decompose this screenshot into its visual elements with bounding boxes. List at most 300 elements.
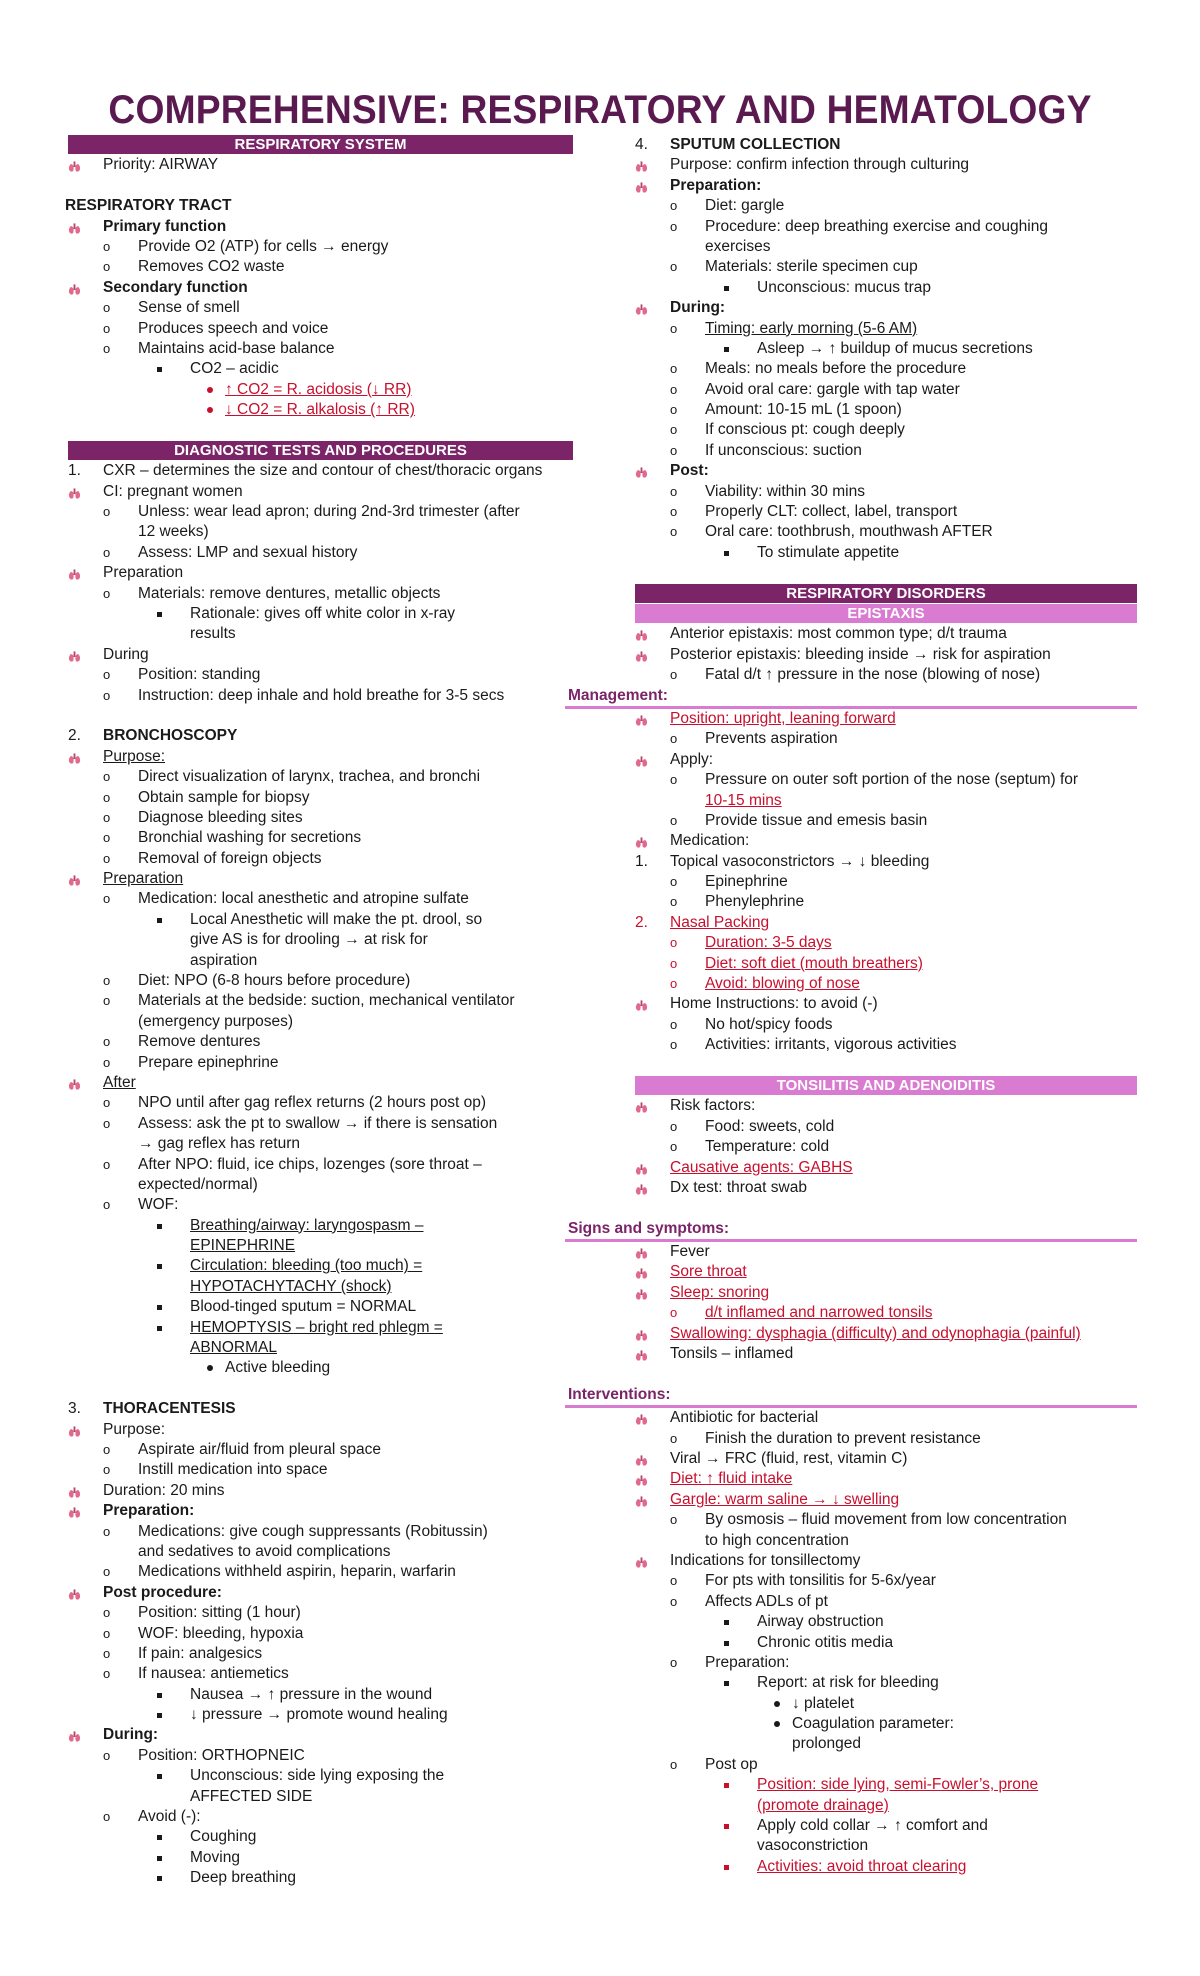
list-item <box>68 1725 573 1745</box>
list-number: 4. <box>635 136 648 153</box>
section-header: RESPIRATORY SYSTEM <box>68 135 573 154</box>
list-item-text: NPO until after gag reflex returns (2 hours post op) <box>138 1094 487 1112</box>
list-item <box>635 1283 1137 1303</box>
list-item <box>68 359 573 379</box>
lungs-icon <box>68 1729 81 1741</box>
list-item <box>635 380 1137 400</box>
list-item <box>635 729 1137 749</box>
circle-bullet-icon: o <box>670 667 678 683</box>
list-item-text: Aspirate air/fluid from pleural space <box>138 1441 381 1458</box>
square-bullet-icon <box>157 1835 162 1840</box>
list-item <box>68 849 573 869</box>
list-item <box>68 889 573 909</box>
list-item-text: During <box>103 645 149 663</box>
list-item-text: Moving <box>190 1848 240 1866</box>
list-item <box>635 770 1137 790</box>
lungs-icon <box>635 649 648 661</box>
square-bullet-icon <box>724 1641 729 1646</box>
list-item <box>635 709 1137 729</box>
list-item-text: Report: at risk for bleeding <box>757 1674 939 1692</box>
list-item <box>635 217 1137 237</box>
list-item-text: Medication: local anesthetic and atropine sulfate <box>138 890 469 908</box>
circle-bullet-icon: o <box>103 809 111 825</box>
list-item-text: Purpose: confirm infection through culturing <box>670 156 969 174</box>
list-item-text: Post op <box>705 1755 758 1773</box>
circle-bullet-icon: o <box>670 1573 678 1589</box>
list-item <box>68 1440 573 1460</box>
list-item <box>635 461 1137 481</box>
list-item-text: THORACENTESIS <box>103 1400 236 1418</box>
list-item <box>635 298 1137 318</box>
list-item-text: Diet: NPO (6-8 hours before procedure) <box>138 972 411 990</box>
list-item-text: Obtain sample for biopsy <box>138 788 310 806</box>
list-item-text: HYPOTACHYTACHY (shock) <box>190 1277 392 1295</box>
list-item-text: Posterior epistaxis: bleeding inside → risk for aspiration <box>670 645 1051 663</box>
lungs-icon <box>68 1485 81 1497</box>
list-item <box>68 1175 573 1195</box>
spacer <box>68 420 573 440</box>
square-bullet-icon <box>724 1681 729 1686</box>
list-item-text: expected/normal) <box>138 1175 258 1193</box>
list-item-text: Circulation: bleeding (too much) = <box>190 1257 423 1275</box>
lungs-icon <box>68 567 81 579</box>
list-item <box>635 319 1137 339</box>
list-item-text: CI: pregnant women <box>103 482 243 500</box>
list-item <box>635 482 1137 502</box>
list-item-text: Antibiotic for bacterial <box>670 1409 819 1427</box>
lungs-icon <box>68 873 81 885</box>
list-item <box>635 1096 1137 1116</box>
list-item-text: Topical vasoconstrictors → ↓ bleeding <box>670 852 930 870</box>
list-item <box>635 1755 1137 1775</box>
circle-bullet-icon: o <box>670 259 678 275</box>
list-item <box>635 135 1137 155</box>
lungs-icon <box>68 221 81 233</box>
list-item <box>68 930 573 950</box>
circle-bullet-icon: o <box>670 731 678 747</box>
list-item <box>68 1236 573 1256</box>
circle-bullet-icon: o <box>670 976 678 992</box>
list-item-text: SPUTUM COLLECTION <box>670 136 841 153</box>
list-item <box>68 400 573 420</box>
square-bullet-icon <box>724 1620 729 1625</box>
list-item <box>68 1705 573 1725</box>
circle-bullet-icon: o <box>103 850 111 866</box>
circle-bullet-icon: o <box>670 1430 678 1446</box>
list-item-text: Sleep: snoring <box>670 1283 770 1301</box>
circle-bullet-icon: o <box>103 1156 111 1172</box>
list-item-text: Amount: 10-15 mL (1 spoon) <box>705 401 902 419</box>
list-item-text: WOF: bleeding, hypoxia <box>138 1624 304 1642</box>
square-bullet-icon <box>157 612 162 617</box>
list-item <box>635 1429 1137 1449</box>
circle-bullet-icon: o <box>103 973 111 989</box>
circle-bullet-icon: o <box>670 1305 678 1321</box>
lungs-icon <box>635 302 648 314</box>
circle-bullet-icon: o <box>103 993 111 1009</box>
list-item-text: Avoid oral care: gargle with tap water <box>705 380 960 398</box>
list-item <box>68 767 573 787</box>
list-item-text: Nausea → ↑ pressure in the wound <box>190 1685 433 1703</box>
list-item <box>68 1277 573 1297</box>
list-item-text: Fever <box>670 1243 710 1261</box>
list-item <box>68 461 573 481</box>
circle-bullet-icon: o <box>103 1054 111 1070</box>
list-number: 1. <box>68 462 81 480</box>
list-item-text: ↓ platelet <box>792 1694 855 1712</box>
list-item <box>68 1481 573 1501</box>
list-item <box>68 563 573 583</box>
list-item <box>68 339 573 359</box>
lungs-icon <box>635 713 648 725</box>
list-item-text: Assess: ask the pt to swallow → if there is sensation <box>138 1114 498 1132</box>
list-item <box>68 380 573 400</box>
list-item <box>68 1256 573 1276</box>
list-item <box>68 1195 573 1215</box>
list-item <box>635 237 1137 257</box>
circle-bullet-icon: o <box>103 830 111 846</box>
circle-bullet-icon: o <box>670 1139 678 1155</box>
lungs-icon <box>635 1412 648 1424</box>
circle-bullet-icon: o <box>670 422 678 438</box>
lungs-icon <box>635 180 648 192</box>
list-item-text: Blood-tinged sputum = NORMAL <box>190 1298 417 1316</box>
list-item-text: For pts with tonsilitis for 5-6x/year <box>705 1572 936 1590</box>
lungs-icon <box>635 1162 648 1174</box>
circle-bullet-icon: o <box>670 483 678 499</box>
list-item-text: Oral care: toothbrush, mouthwash AFTER <box>705 523 993 541</box>
list-item-text: Maintains acid-base balance <box>138 339 335 357</box>
dot-bullet-icon <box>207 387 213 393</box>
dot-bullet-icon <box>207 407 213 413</box>
list-item-text: Diet: ↑ fluid intake <box>670 1470 793 1488</box>
list-item <box>635 441 1137 461</box>
list-item-text: ↓ pressure → promote wound healing <box>190 1706 448 1724</box>
list-item-text: Causative agents: GABHS <box>670 1158 853 1176</box>
list-item <box>635 1734 1137 1754</box>
list-item <box>68 624 573 644</box>
list-item <box>635 1836 1137 1856</box>
list-item-text: Food: sweets, cold <box>705 1117 835 1135</box>
list-item-text: Risk factors: <box>670 1097 756 1115</box>
circle-bullet-icon: o <box>103 1645 111 1661</box>
lungs-icon <box>635 1328 648 1340</box>
list-item <box>68 1420 573 1440</box>
list-item <box>635 1796 1137 1816</box>
right-column <box>568 135 1137 1877</box>
list-item <box>635 400 1137 420</box>
list-item-text: AFFECTED SIDE <box>190 1787 313 1805</box>
list-item <box>635 913 1137 933</box>
list-item <box>635 954 1137 974</box>
list-item <box>635 1531 1137 1551</box>
list-item-text: aspiration <box>190 951 258 969</box>
lungs-icon <box>635 1494 648 1506</box>
list-item-text: Position: sitting (1 hour) <box>138 1604 301 1622</box>
list-item-text: results <box>190 625 236 643</box>
circle-bullet-icon: o <box>670 1654 678 1670</box>
list-item <box>635 1510 1137 1530</box>
list-item-text: Chronic otitis media <box>757 1633 894 1651</box>
list-item <box>635 1303 1137 1323</box>
list-item-text: If nausea: antiemetics <box>138 1665 289 1683</box>
lungs-icon <box>68 1505 81 1517</box>
square-bullet-icon <box>157 918 162 923</box>
list-item-text: CXR – determines the size and contour of chest/thoracic organs <box>103 462 543 480</box>
circle-bullet-icon: o <box>103 504 111 520</box>
list-item-text: Remove dentures <box>138 1033 261 1051</box>
list-item <box>635 196 1137 216</box>
square-bullet-icon <box>724 347 729 352</box>
square-bullet-icon <box>157 1224 162 1229</box>
circle-bullet-icon: o <box>103 1197 111 1213</box>
list-item-text: Meals: no meals before the procedure <box>705 360 967 378</box>
list-item <box>635 1408 1137 1428</box>
circle-bullet-icon: o <box>670 1756 678 1772</box>
list-item-text: During: <box>670 299 726 317</box>
list-item-text: No hot/spicy foods <box>705 1015 833 1033</box>
list-item-text: Provide tissue and emesis basin <box>705 811 928 829</box>
circle-bullet-icon: o <box>670 198 678 214</box>
list-item <box>68 155 573 175</box>
list-number: 1. <box>635 852 648 870</box>
list-item-text: exercises <box>705 237 771 255</box>
list-item-text: WOF: <box>138 1196 179 1214</box>
list-item <box>635 1571 1137 1591</box>
list-item-text: ABNORMAL <box>190 1339 277 1357</box>
list-item <box>68 1032 573 1052</box>
square-bullet-icon <box>157 1305 162 1310</box>
list-item <box>635 1490 1137 1510</box>
circle-bullet-icon: o <box>103 1747 111 1763</box>
list-item <box>635 1117 1137 1137</box>
list-item-text: Medications withheld aspirin, heparin, warfarin <box>138 1563 456 1581</box>
list-item <box>635 176 1137 196</box>
list-item <box>635 522 1137 542</box>
spacer <box>635 563 1137 583</box>
square-bullet-icon <box>724 1824 729 1829</box>
circle-bullet-icon: o <box>103 1564 111 1580</box>
list-item <box>635 502 1137 522</box>
list-item-text: Sense of smell <box>138 299 240 317</box>
section-header: RESPIRATORY DISORDERS <box>635 584 1137 603</box>
square-bullet-icon <box>157 1876 162 1881</box>
list-item-text: Diet: soft diet (mouth breathers) <box>705 954 923 972</box>
list-item-text: Nasal Packing <box>670 913 770 931</box>
list-item <box>68 1807 573 1827</box>
square-bullet-icon <box>157 367 162 372</box>
circle-bullet-icon: o <box>670 402 678 418</box>
circle-bullet-icon: o <box>103 259 111 275</box>
list-number: 2. <box>68 727 81 745</box>
section-header: EPISTAXIS <box>635 604 1137 623</box>
list-item-text: Instruction: deep inhale and hold breathe for 3-5 secs <box>138 686 505 704</box>
list-item <box>68 604 573 624</box>
list-item-text: Activities: avoid throat clearing <box>757 1857 967 1875</box>
lungs-icon <box>635 628 648 640</box>
list-item-text: Viability: within 30 mins <box>705 482 865 500</box>
list-item <box>635 1469 1137 1489</box>
list-item <box>635 994 1137 1014</box>
circle-bullet-icon: o <box>670 1512 678 1528</box>
list-item-text: Prevents aspiration <box>705 730 838 748</box>
list-item-text: If unconscious: suction <box>705 441 862 459</box>
lungs-icon <box>68 751 81 763</box>
list-item-text: Removes CO2 waste <box>138 258 285 276</box>
list-item <box>68 237 573 257</box>
square-bullet-icon <box>157 1264 162 1269</box>
circle-bullet-icon: o <box>103 789 111 805</box>
list-item <box>635 1449 1137 1469</box>
list-item-text: Procedure: deep breathing exercise and coughing <box>705 217 1048 235</box>
list-item <box>68 1501 573 1521</box>
list-item <box>68 278 573 298</box>
square-bullet-icon <box>157 1326 162 1331</box>
list-item <box>635 933 1137 953</box>
circle-bullet-icon: o <box>103 585 111 601</box>
lungs-icon <box>68 1587 81 1599</box>
list-item-text: prolonged <box>792 1735 861 1753</box>
list-item <box>635 1242 1137 1262</box>
list-item-text: After NPO: fluid, ice chips, lozenges (sore throat – <box>138 1155 482 1173</box>
square-bullet-icon <box>157 1693 162 1698</box>
lungs-icon <box>68 486 81 498</box>
list-item <box>635 1816 1137 1836</box>
list-item-text: Home Instructions: to avoid (-) <box>670 995 878 1013</box>
list-item-text: Preparation <box>103 870 184 888</box>
list-item <box>635 811 1137 831</box>
lungs-icon <box>635 754 648 766</box>
lungs-icon <box>68 649 81 661</box>
list-item-text: Rationale: gives off white color in x-ray <box>190 604 456 622</box>
circle-bullet-icon: o <box>103 1605 111 1621</box>
list-item <box>635 791 1137 811</box>
list-item <box>635 624 1137 644</box>
lungs-icon <box>635 1287 648 1299</box>
list-item-text: Post procedure: <box>103 1583 222 1601</box>
list-item-text: Direct visualization of larynx, trachea, and bronchi <box>138 768 481 786</box>
list-item <box>635 831 1137 851</box>
list-item <box>68 522 573 542</box>
list-item-text: Materials: sterile specimen cup <box>705 258 918 276</box>
list-item-text: Apply cold collar → ↑ comfort and <box>757 1817 988 1835</box>
list-item <box>635 1612 1137 1632</box>
square-bullet-icon <box>724 551 729 556</box>
list-item-text: Removal of foreign objects <box>138 849 322 867</box>
list-item <box>635 1633 1137 1653</box>
list-item-text: By osmosis – fluid movement from low concentration <box>705 1511 1067 1529</box>
list-item <box>635 1714 1137 1734</box>
list-item <box>635 645 1137 665</box>
list-item-text: Avoid: blowing of nose <box>705 975 860 993</box>
circle-bullet-icon: o <box>670 361 678 377</box>
list-item <box>635 359 1137 379</box>
list-item <box>68 1053 573 1073</box>
circle-bullet-icon: o <box>670 1593 678 1609</box>
list-item-text: Diagnose bleeding sites <box>138 808 303 826</box>
list-item-text: Gargle: warm saline → ↓ swelling <box>670 1490 900 1508</box>
lungs-icon <box>635 1348 648 1360</box>
list-item-text: Anterior epistaxis: most common type; d/t trauma <box>670 625 1007 643</box>
spacer <box>635 1364 1137 1384</box>
circle-bullet-icon: o <box>670 218 678 234</box>
list-item <box>68 747 573 767</box>
list-item <box>635 1178 1137 1198</box>
list-item <box>635 665 1137 685</box>
list-item-text: Coughing <box>190 1828 257 1846</box>
list-item <box>635 257 1137 277</box>
list-item-text: Materials: remove dentures, metallic objects <box>138 584 441 602</box>
list-item-text: Priority: AIRWAY <box>103 156 219 174</box>
list-item-text: Primary function <box>103 217 227 235</box>
list-item-text: Affects ADLs of pt <box>705 1592 828 1610</box>
list-item <box>68 1073 573 1093</box>
list-item-text: CO2 – acidic <box>190 360 279 378</box>
list-item <box>68 1685 573 1705</box>
circle-bullet-icon: o <box>103 238 111 254</box>
lungs-icon <box>68 1424 81 1436</box>
list-item-text: Position: upright, leaning forward <box>670 709 896 727</box>
circle-bullet-icon: o <box>103 891 111 907</box>
list-item <box>68 645 573 665</box>
list-item-text: Preparation: <box>705 1653 790 1671</box>
list-item <box>68 1522 573 1542</box>
square-bullet-icon <box>724 1783 729 1788</box>
list-item <box>68 1562 573 1582</box>
list-item <box>68 1399 573 1419</box>
list-item-text: Active bleeding <box>225 1359 331 1377</box>
list-item-text: (promote drainage) <box>757 1796 889 1814</box>
list-item-text: ↑ CO2 = R. acidosis (↓ RR) <box>225 380 412 398</box>
list-item-text: Duration: 3-5 days <box>705 934 832 952</box>
list-item <box>68 1848 573 1868</box>
list-item <box>635 278 1137 298</box>
list-item <box>635 974 1137 994</box>
list-item <box>68 1358 573 1378</box>
list-item <box>68 1460 573 1480</box>
list-item <box>68 1012 573 1032</box>
lungs-icon <box>635 1100 648 1112</box>
list-item-text: Timing: early morning (5-6 AM) <box>705 319 918 337</box>
subsection-title <box>65 196 570 216</box>
list-item-text: Position: side lying, semi-Fowler’s, prone <box>757 1776 1039 1794</box>
circle-bullet-icon: o <box>103 687 111 703</box>
circle-bullet-icon: o <box>103 667 111 683</box>
list-item <box>68 971 573 991</box>
dot-bullet-icon <box>774 1721 780 1727</box>
list-item-text: Breathing/airway: laryngospasm – <box>190 1216 424 1234</box>
list-item <box>635 1324 1137 1344</box>
list-item <box>68 910 573 930</box>
list-item-text: Preparation: <box>670 176 762 194</box>
list-item-text: Prepare epinephrine <box>138 1053 279 1071</box>
list-item-text: Preparation <box>103 564 184 582</box>
square-bullet-icon <box>157 1774 162 1779</box>
circle-bullet-icon: o <box>103 1625 111 1641</box>
spacer <box>68 176 573 196</box>
circle-bullet-icon: o <box>103 544 111 560</box>
circle-bullet-icon: o <box>670 524 678 540</box>
list-item <box>635 892 1137 912</box>
list-item <box>635 1344 1137 1364</box>
list-item-text: Bronchial washing for secretions <box>138 829 362 847</box>
list-item-text: Produces speech and voice <box>138 319 329 337</box>
list-item-text: Finish the duration to prevent resistance <box>705 1429 981 1447</box>
list-item <box>68 1297 573 1317</box>
list-item-text: To stimulate appetite <box>757 543 900 561</box>
circle-bullet-icon: o <box>103 1115 111 1131</box>
list-item-text: EPINEPHRINE <box>190 1237 296 1255</box>
